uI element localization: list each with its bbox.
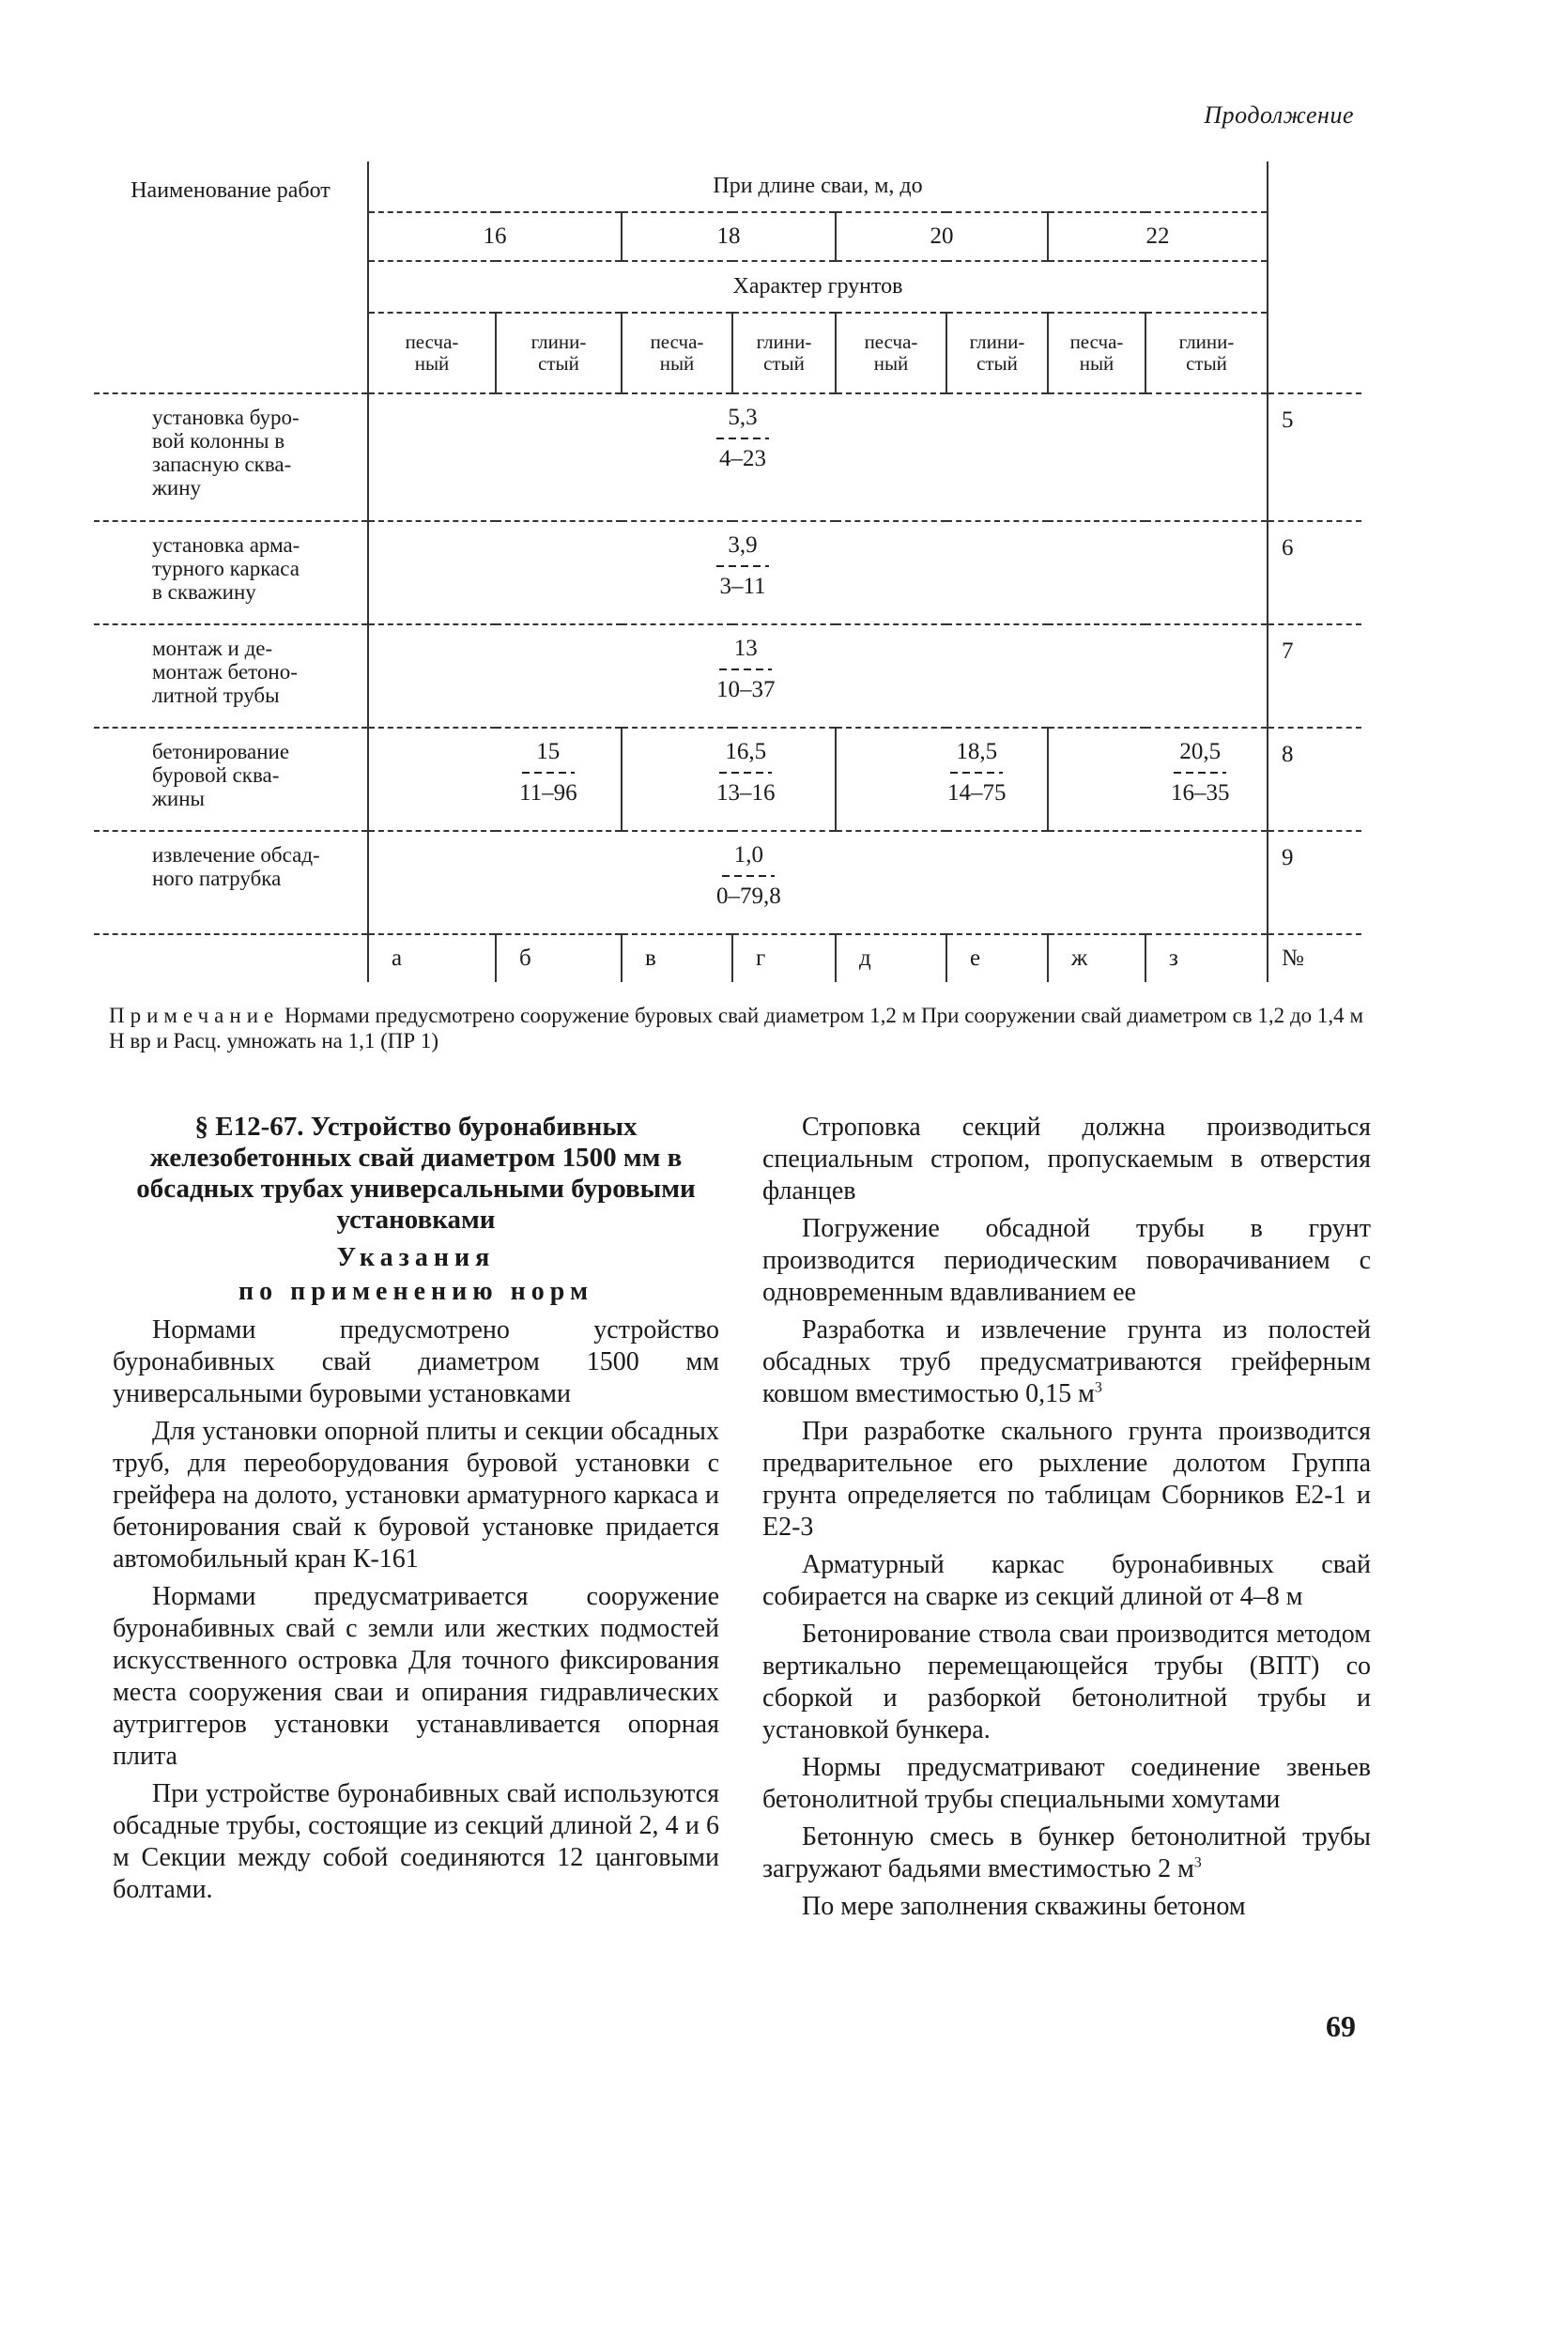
paragraph: Нормы предусматривают соединение звеньев бетонолитной трубы специальными хомутами bbox=[762, 1753, 1371, 1814]
table-row bbox=[94, 728, 1361, 831]
length-header: При длине сваи, м, до bbox=[368, 161, 1268, 212]
length-16: 16 bbox=[368, 212, 622, 260]
paragraph: Арматурный каркас буронабивных свай собирается на сварке из секций длиной от 4–8 м bbox=[762, 1550, 1371, 1611]
paragraph: При разработке скального грунта производится предварительное его рыхление долотом Группа грунта определяется по таблицам Сборников Е2-1 и Е2-3 bbox=[762, 1417, 1371, 1542]
paragraph: Погружение обсадной трубы в грунт производится периодическим поворачиванием с одновременным вдавливанием ее bbox=[762, 1214, 1371, 1307]
col-letter: е bbox=[946, 934, 1048, 982]
table-row bbox=[94, 624, 1361, 728]
table-row bbox=[94, 393, 1361, 521]
right-column bbox=[762, 1112, 1371, 1928]
paragraph: Бетонирование ствола сваи производится методом вертикально перемещающейся трубы (ВПТ) со сборкой и разборкой бетонолитной трубы и установкой бункера. bbox=[762, 1620, 1371, 1744]
norm-value: $\frac{13}{10-37}$ bbox=[716, 636, 776, 702]
section-heading: § Е12-67. Устройство буронабивных железобетонных свай диаметром 1500 мм в обсадных трубах универсальными буровыми установками bbox=[136, 1112, 696, 1235]
norm-value: $\frac{3,9}{3-11}$ bbox=[716, 531, 769, 601]
paragraph: Нормами предусматривается сооружение буронабивных свай с земли или жестких подмостей искусственного островка Для точного фиксирования места сооружения сваи и опирания гидравлических аутриггеров установки устанавливается опорная плита bbox=[113, 1582, 719, 1771]
paragraph: Разработка и извлечение грунта из полостей обсадных труб предусматриваются грейферным ковшом вместимостью 0,15 $м^3$ bbox=[762, 1315, 1371, 1408]
norm-value: $\frac{1,0}{0-79,8}$ bbox=[716, 842, 781, 909]
col-letter: ж bbox=[1048, 934, 1145, 982]
soil-type: песча- ный bbox=[368, 313, 496, 393]
superscript: 3 bbox=[1094, 1379, 1102, 1396]
paragraph: Строповка секций должна производиться специальным стропом, пропускаемым в отверстия фланцев bbox=[762, 1113, 1371, 1206]
norm-value: $\frac{16,5}{13-16}$ bbox=[716, 739, 776, 806]
soil-type: глини- стый bbox=[732, 313, 836, 393]
norms-table bbox=[94, 161, 1361, 982]
note-text: Нормами предусмотрено сооружение буровых свай диаметром 1,2 м При сооружении свай диаметром св 1,2 до 1,4 м Н вр и Расц. умножать на 1,1 (ПР 1) bbox=[109, 1004, 1364, 1053]
soil-type: глини- стый bbox=[1145, 313, 1268, 393]
left-column bbox=[113, 1112, 719, 1912]
table-note bbox=[109, 1003, 1363, 1053]
col-letter: д bbox=[836, 934, 946, 982]
soil-type: песча- ный bbox=[836, 313, 946, 393]
table-row bbox=[94, 831, 1361, 934]
paragraph: Нормами предусмотрено устройство буронабивных свай диаметром 1500 мм универсальными буровыми установками bbox=[113, 1315, 719, 1408]
norm-value: $\frac{15}{11-96}$ bbox=[519, 739, 577, 806]
table-row bbox=[94, 521, 1361, 624]
soil-type: песча- ный bbox=[1048, 313, 1145, 393]
num-label: № bbox=[1282, 945, 1304, 971]
col-name-header: Наименование работ bbox=[94, 161, 368, 393]
paragraph: Бетонную смесь в бункер бетонолитной трубы загружают бадьями вместимостью 2 $м^3$ bbox=[762, 1822, 1371, 1883]
col-letter: а bbox=[368, 934, 496, 982]
row-number: 8 bbox=[1268, 728, 1361, 831]
row-label: бетонирование буровой сква- жины bbox=[94, 728, 368, 831]
paragraph: При устройстве буронабивных свай используются обсадные трубы, состоящие из секций длиной 2, 4 и 6 м Секции между собой соединяются 12 цанговыми болтами. bbox=[113, 1779, 719, 1904]
norm-value: $\frac{20,5}{16-35}$ bbox=[1171, 739, 1230, 806]
length-18: 18 bbox=[622, 212, 836, 260]
row-label: извлечение обсад- ного патрубка bbox=[94, 831, 368, 934]
paragraph: Для установки опорной плиты и секции обсадных труб, для переоборудования буровой установки с грейфера на долото, установки арматурного каркаса и бетонирования свай к буровой установке придается автомобильный кран К-161 bbox=[113, 1417, 719, 1574]
length-22: 22 bbox=[1048, 212, 1268, 260]
row-number: 7 bbox=[1268, 624, 1361, 728]
page-number: 69 bbox=[1326, 2009, 1356, 2043]
col-letter: з bbox=[1145, 934, 1268, 982]
soil-type: глини- стый bbox=[946, 313, 1048, 393]
row-label: установка арма- турного каркаса в скважину bbox=[94, 521, 368, 624]
row-number: 9 bbox=[1268, 831, 1361, 934]
section-subheading: Указания по применению норм bbox=[238, 1243, 594, 1306]
superscript: 3 bbox=[1193, 1854, 1202, 1871]
col-letter: г bbox=[732, 934, 836, 982]
col-letter: б bbox=[496, 934, 622, 982]
paragraph: По мере заполнения скважины бетоном bbox=[802, 1892, 1246, 1921]
soil-type: песча- ный bbox=[622, 313, 732, 393]
row-label: монтаж и де- монтаж бетоно- литной трубы bbox=[94, 624, 368, 728]
soil-type: глини- стый bbox=[496, 313, 622, 393]
row-number: 6 bbox=[1268, 521, 1361, 624]
norm-value: $\frac{18,5}{14-75}$ bbox=[947, 739, 1007, 806]
soil-header: Характер грунтов bbox=[368, 261, 1268, 313]
note-lead: Примечание bbox=[109, 1004, 280, 1027]
length-20: 20 bbox=[836, 212, 1048, 260]
column-letters-row bbox=[94, 934, 1361, 982]
continuation-label: Продолжение bbox=[1204, 101, 1354, 129]
row-label: установка буро- вой колонны в запасную сква- жину bbox=[94, 393, 368, 521]
row-number: 5 bbox=[1268, 393, 1361, 521]
col-letter: в bbox=[622, 934, 732, 982]
norm-value: $\frac{5,3}{4-23}$ bbox=[716, 404, 769, 473]
